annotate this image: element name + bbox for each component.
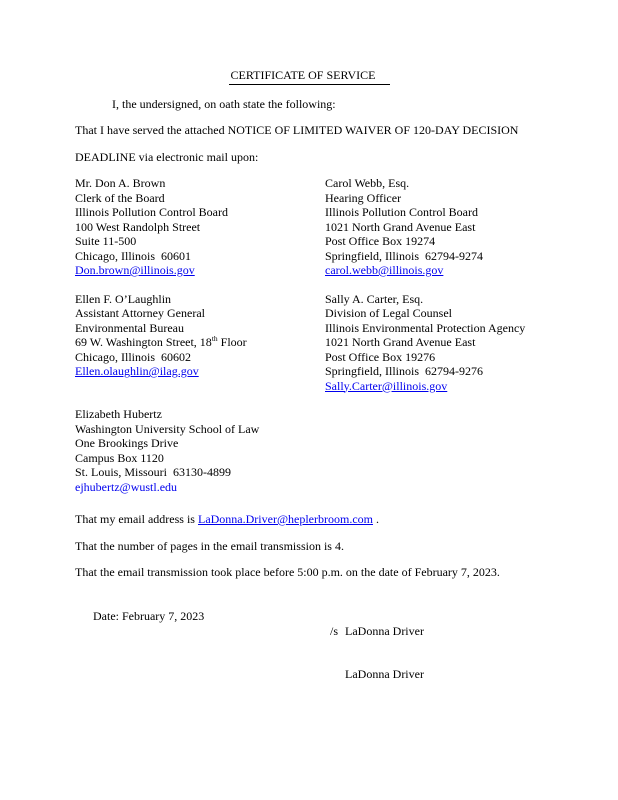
statement-text: That my email address is — [75, 512, 198, 526]
address-line: 1021 North Grand Avenue East — [325, 335, 476, 349]
address-line: Campus Box 1120 — [75, 450, 164, 465]
signature-row — [75, 595, 543, 681]
address-line: Springfield, Illinois 62794-9274 — [325, 248, 483, 263]
ordinal-superscript: th — [211, 334, 218, 343]
date-line: Date: February 7, 2023 — [93, 609, 205, 623]
address-line: 1021 North Grand Avenue East — [325, 219, 476, 234]
address-line: One Brookings Drive — [75, 436, 179, 450]
email-link[interactable]: Ellen.olaughlin@ilag.gov — [75, 364, 199, 378]
address-line-with-superscript — [75, 335, 325, 350]
signature-block — [330, 595, 424, 711]
recipient-name: Ellen F. O’Laughlin — [75, 291, 172, 306]
address-line: Illinois Pollution Control Board — [325, 205, 479, 219]
address-line: Washington University School of Law — [75, 421, 260, 436]
address-line: Division of Legal Counsel — [325, 306, 452, 320]
recipient-block-sally-carter — [325, 292, 543, 394]
address-line: Chicago, Illinois 60602 — [75, 349, 191, 364]
recipient-block-carol-webb — [325, 176, 543, 278]
recipient-name: Sally A. Carter, Esq. — [325, 291, 424, 306]
oath-statement: I, the undersigned, on oath state the following: — [112, 96, 336, 111]
email-line — [75, 364, 325, 379]
address-line: Chicago, Illinois 60601 — [75, 248, 191, 263]
address-line: Springfield, Illinois 62794-9276 — [325, 364, 483, 378]
email-link[interactable]: carol.webb@illinois.gov — [325, 263, 444, 277]
transmission-time-statement: That the email transmission took place before 5:00 p.m. on the date of February 7, 2023. — [75, 565, 500, 579]
street-text: 69 W. Washington Street, 18 — [75, 335, 212, 349]
address-line: Illinois Pollution Control Board — [75, 205, 229, 219]
closing-statements — [75, 512, 543, 681]
recipient-block-elizabeth-hubertz — [75, 407, 325, 494]
address-line: Post Office Box 19276 — [325, 349, 436, 364]
email-line — [325, 379, 543, 394]
email-link[interactable]: ejhubertz@wustl.edu — [75, 479, 178, 494]
address-line: Illinois Environmental Protection Agency — [325, 320, 526, 335]
address-line: Hearing Officer — [325, 190, 402, 205]
address-line: Clerk of the Board — [75, 190, 165, 205]
title-row — [75, 68, 543, 85]
recipient-name: Carol Webb, Esq. — [325, 176, 410, 190]
signature-slash: /s — [330, 623, 339, 638]
certificate-title: CERTIFICATE OF SERVICE — [229, 68, 390, 85]
address-line: Assistant Attorney General — [75, 306, 205, 320]
email-line — [75, 263, 325, 278]
signature-name: LaDonna Driver — [345, 623, 424, 638]
email-address-statement — [75, 512, 543, 527]
own-email-link[interactable]: LaDonna.Driver@heplerbroom.com — [197, 512, 373, 526]
statement-text: . — [372, 512, 379, 526]
address-line: 100 West Randolph Street — [75, 219, 201, 234]
email-line — [75, 480, 325, 495]
recipient-name: Mr. Don A. Brown — [75, 176, 166, 190]
recipients-grid — [75, 176, 543, 494]
email-line — [325, 263, 543, 278]
address-line: St. Louis, Missouri 63130-4899 — [75, 465, 232, 479]
email-link[interactable]: Sally.Carter@illinois.gov — [325, 378, 448, 393]
service-statement-line1: That I have served the attached NOTICE OF LIMITED WAIVER OF 120-DAY DECISION — [75, 123, 519, 137]
service-statement-line2: DEADLINE via electronic mail upon: — [75, 149, 259, 164]
signature-typed-name: LaDonna Driver — [345, 667, 424, 681]
email-link[interactable]: Don.brown@illinois.gov — [75, 263, 195, 277]
address-line: Suite 11-500 — [75, 234, 137, 248]
recipient-block-ellen-olaughlin — [75, 292, 325, 394]
street-text: Floor — [217, 335, 247, 349]
address-line: Post Office Box 19274 — [325, 234, 436, 248]
recipient-block-don-brown — [75, 176, 325, 278]
address-line: Environmental Bureau — [75, 320, 184, 335]
signature-line — [330, 624, 424, 639]
recipient-name: Elizabeth Hubertz — [75, 407, 162, 421]
page-count-statement: That the number of pages in the email transmission is 4. — [75, 538, 344, 553]
